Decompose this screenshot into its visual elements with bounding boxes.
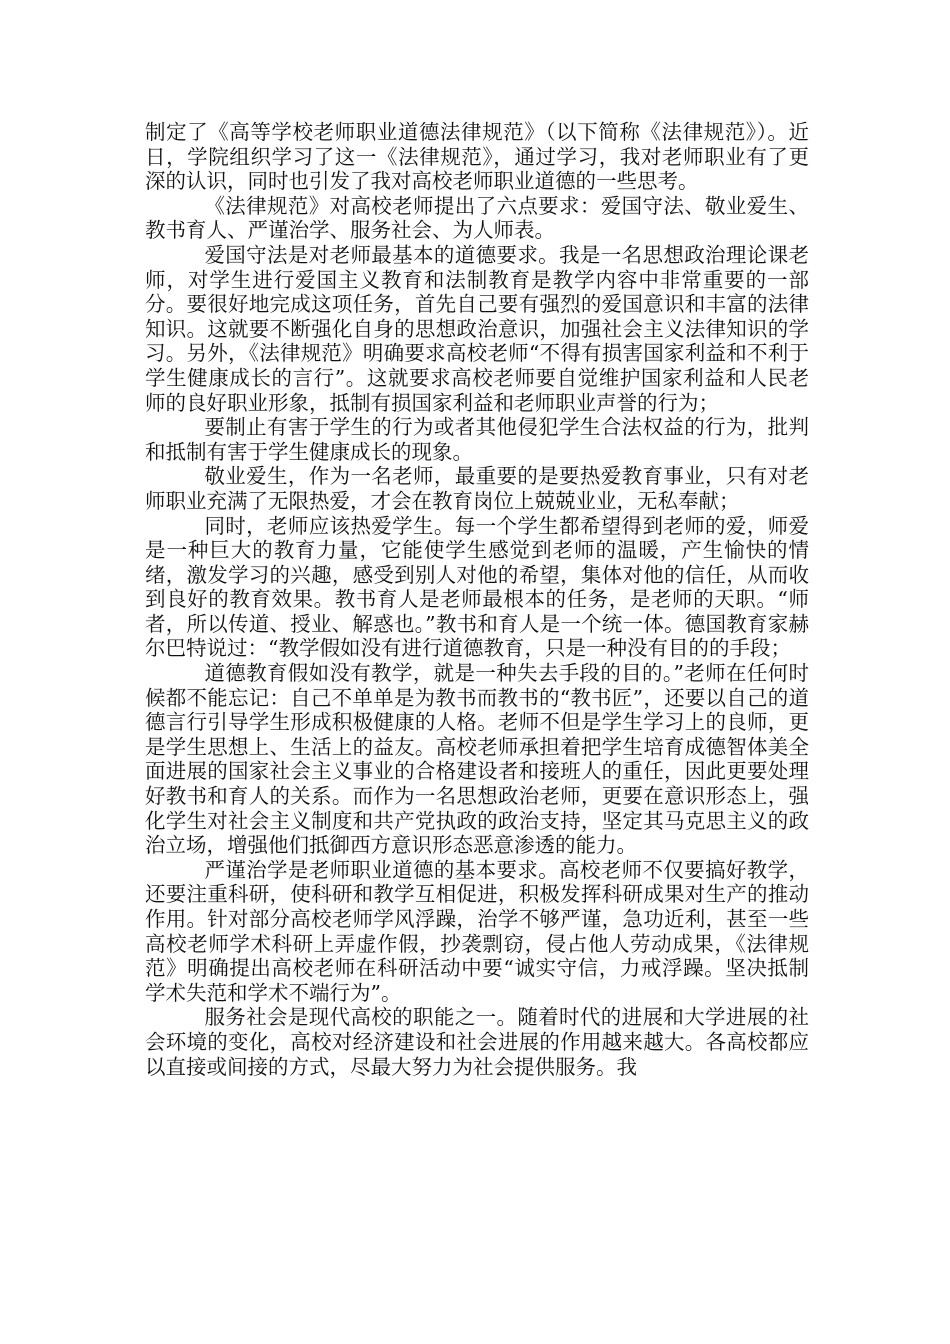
paragraph: 同时，老师应该热爱学生。每一个学生都希望得到老师的爱，师爱是一种巨大的教育力量，它能使学生感觉到老师的温暖，产生愉快的情绪，激发学习的兴趣，感受到别人对他的希望，集体对他的信任，从而收到良好的教育效果。教书育人是老师最根本的任务，是老师的天职。“师者，所以传道、授业、解惑也。”教书和育人是一个统一体。德国教育家赫尔巴特说过：“教学假如没有进行道德教育，只是一种没有目的的手段； (145, 513, 809, 661)
paragraph: 敬业爱生，作为一名老师，最重要的是要热爱教育事业，只有对老师职业充满了无限热爱，才会在教育岗位上兢兢业业，无私奉献； (145, 464, 809, 513)
paragraph: 《法律规范》对高校老师提出了六点要求：爱国守法、敬业爱生、教书育人、严谨治学、服务社会、为人师表。 (145, 193, 809, 243)
paragraph: 要制止有害于学生的行为或者其他侵犯学生合法权益的行为，批判和抵制有害于学生健康成长的现象。 (145, 415, 809, 464)
paragraph: 严谨治学是老师职业道德的基本要求。高校老师不仅要搞好教学，还要注重科研，使科研和教学互相促进，积极发挥科研成果对生产的推动作用。针对部分高校老师学风浮躁，治学不够严谨，急功近利，甚至一些高校老师学术科研上弄虚作假，抄袭剽窃，侵占他人劳动成果，《法律规范》明确提出高校老师在科研活动中要“诚实守信，力戒浮躁。坚决抵制学术失范和学术不端行为”。 (145, 857, 809, 1005)
paragraph: 制定了《高等学校老师职业道德法律规范》（以下简称《法律规范》）。近日，学院组织学习了这一《法律规范》，通过学习，我对老师职业有了更深的认识，同时也引发了我对高校老师职业道德的一些思考。 (145, 120, 809, 194)
document-body (145, 120, 809, 1079)
paragraph: 道德教育假如没有教学，就是一种失去手段的目的。”老师在任何时候都不能忘记：自己不单单是为教书而教书的“教书匠”，还要以自己的道德言行引导学生形成积极健康的人格。老师不但是学生学习上的良师，更是学生思想上、生活上的益友。高校老师承担着把学生培育成德智体美全面进展的国家社会主义事业的合格建设者和接班人的重任，因此更要处理好教书和育人的关系。而作为一名思想政治老师，更要在意识形态上，强化学生对社会主义制度和共产党执政的政治支持，坚定其马克思主义的政治立场，增强他们抵御西方意识形态恶意渗透的能力。 (145, 661, 809, 858)
paragraph: 服务社会是现代高校的职能之一。随着时代的进展和大学进展的社会环境的变化，高校对经济建设和社会进展的作用越来越大。各高校都应以直接或间接的方式，尽最大努力为社会提供服务。我 (145, 1005, 809, 1079)
paragraph: 爱国守法是对老师最基本的道德要求。我是一名思想政治理论课老师，对学生进行爱国主义教育和法制教育是教学内容中非常重要的一部分。要很好地完成这项任务，首先自己要有强烈的爱国意识和丰富的法律知识。这就要不断强化自身的思想政治意识，加强社会主义法律知识的学习。另外，《法律规范》明确要求高校老师“不得有损害国家利益和不利于学生健康成长的言行”。这就要求高校老师要自觉维护国家利益和人民老师的良好职业形象，抵制有损国家利益和老师职业声誉的行为； (145, 242, 809, 415)
